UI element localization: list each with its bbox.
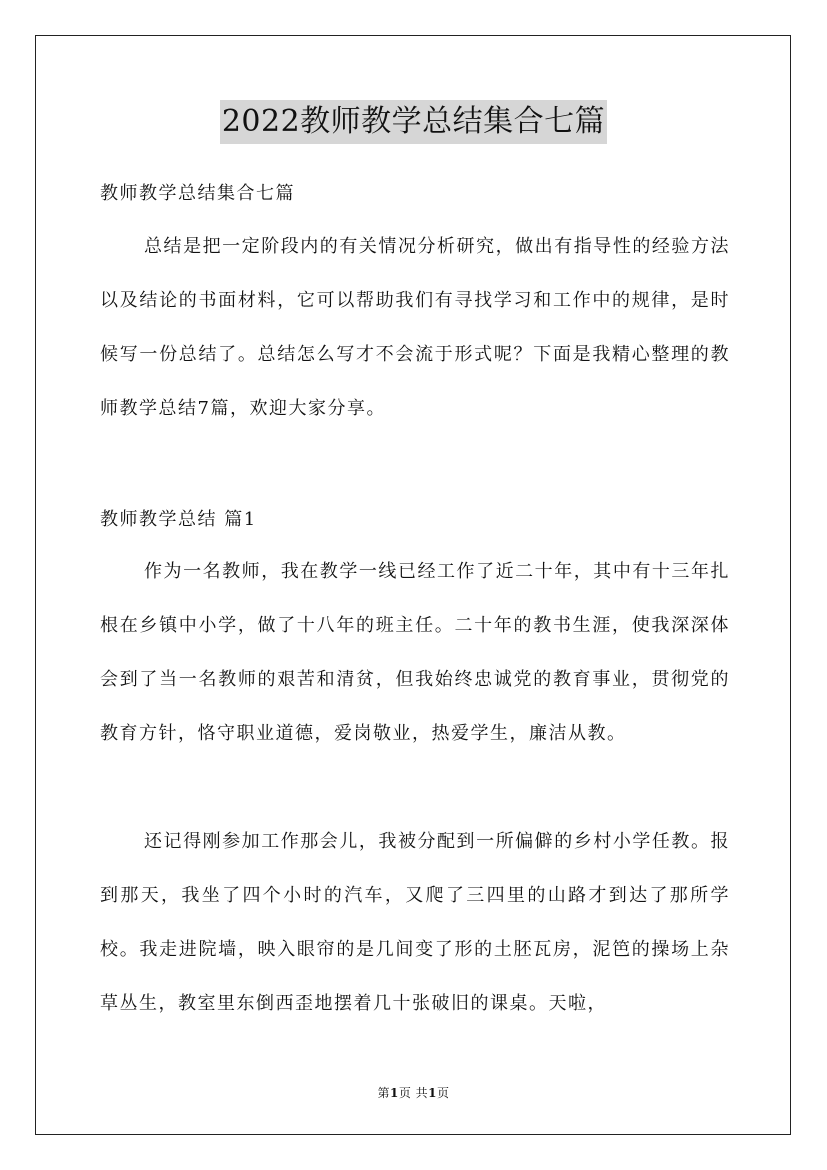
- footer-prefix: 第: [377, 1086, 390, 1100]
- footer-total-pages: 1: [428, 1086, 438, 1100]
- body-paragraph-1: 作为一名教师，我在教学一线已经工作了近二十年，其中有十三年扎根在乡镇中小学，做了十八年的班主任。二十年的教书生涯，使我深深体会到了当一名教师的艰苦和清贫，但我始终忠诚党的教育事业，贯彻党的教育方针，恪守职业道德，爱岗敬业，热爱学生，廉洁从教。: [100, 561, 730, 744]
- document-subtitle: 教师教学总结集合七篇: [100, 183, 295, 204]
- footer-mid: 页 共: [398, 1086, 429, 1100]
- body-paragraph-2: 还记得刚参加工作那会儿，我被分配到一所偏僻的乡村小学任教。报到那天，我坐了四个小时的汽车，又爬了三四里的山路才到达了那所学校。我走进院墙，映入眼帘的是几间变了形的土胚瓦房，泥笆的操场上杂草丛生，教室里东倒西歪地摆着几十张破旧的课桌。天啦，: [100, 831, 730, 1014]
- document-title: 2022教师教学总结集合七篇: [220, 100, 607, 144]
- footer-suffix: 页: [437, 1086, 450, 1100]
- intro-paragraph: 总结是把一定阶段内的有关情况分析研究，做出有指导性的经验方法以及结论的书面材料，它可以帮助我们有寻找学习和工作中的规律，是时候写一份总结了。总结怎么写才不会流于形式呢？下面是我精心整理的教师教学总结7篇，欢迎大家分享。: [100, 236, 730, 419]
- section-heading: 教师教学总结 篇1: [100, 509, 257, 530]
- title-container: [0, 100, 827, 144]
- footer-current-page: 1: [389, 1086, 399, 1100]
- page-footer: [0, 1084, 827, 1101]
